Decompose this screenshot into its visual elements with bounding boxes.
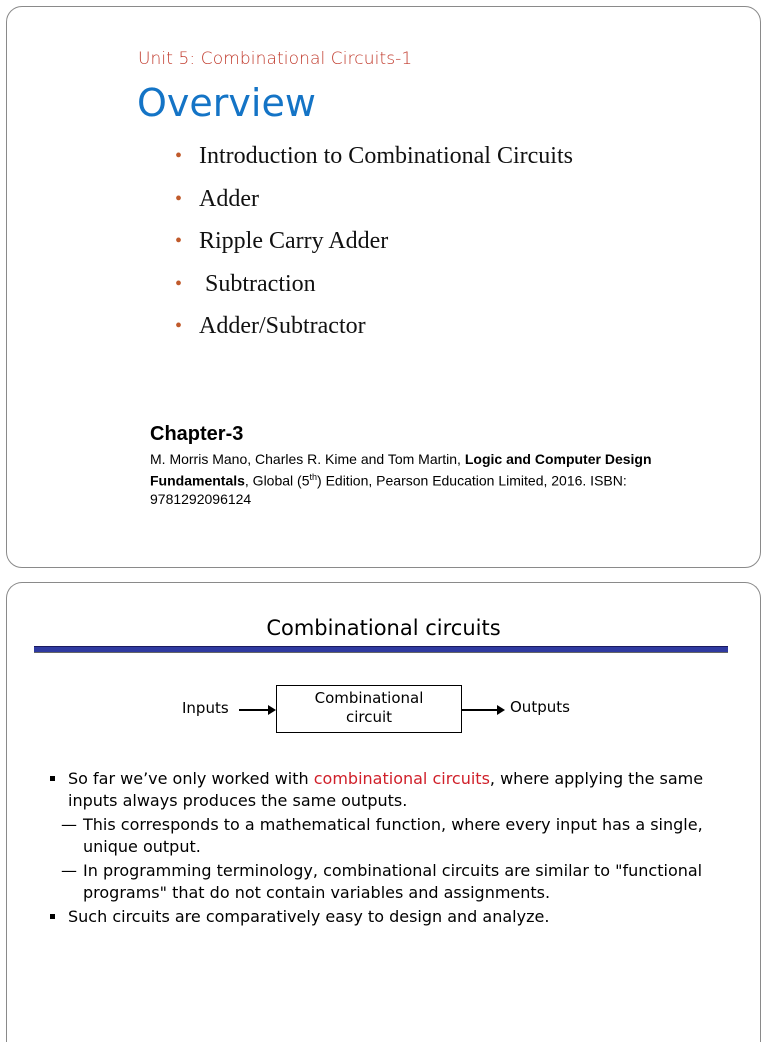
highlighted-term: combinational circuits	[313, 769, 490, 788]
list-item: • Adder/Subtractor	[175, 305, 573, 348]
square-bullet-icon	[50, 914, 55, 919]
topic-list	[175, 135, 573, 348]
list-item: • Adder	[175, 178, 573, 221]
outputs-label: Outputs	[510, 698, 570, 716]
book-title: Logic and Computer Design Fundamentals	[150, 451, 652, 489]
list-item: Such circuits are comparatively easy to design and analyze.	[61, 906, 741, 928]
bullet-icon: •	[175, 230, 183, 253]
chapter-label: Chapter-3	[150, 423, 244, 445]
dash-bullet-icon: —	[61, 861, 77, 880]
output-arrow-icon	[462, 703, 508, 717]
unit-title: Unit 5: Combinational Circuits-1	[138, 49, 413, 69]
slide-heading: Overview	[137, 81, 316, 125]
combinational-circuit-box: Combinational circuit	[276, 685, 462, 733]
bullet-icon: •	[175, 145, 183, 168]
dash-bullet-icon: —	[61, 815, 77, 834]
sub-list-item: — In programming terminology, combinational circuits are similar to "functional programs" that do not contain variables and assignments.	[61, 861, 703, 902]
list-item: • Introduction to Combinational Circuits	[175, 135, 573, 178]
square-bullet-icon	[50, 776, 55, 781]
bullet-icon: •	[175, 315, 183, 338]
input-arrow-icon	[239, 703, 277, 717]
sub-list-item: — This corresponds to a mathematical function, where every input has a single, unique output.	[61, 815, 703, 856]
bullet-icon: •	[175, 272, 183, 295]
block-diagram	[7, 677, 762, 747]
explanation-list	[61, 768, 741, 930]
list-item: • Subtraction	[175, 263, 573, 306]
list-item: • Ripple Carry Adder	[175, 220, 573, 263]
book-citation: M. Morris Mano, Charles R. Kime and Tom Martin, Logic and Computer Design Fundamentals, Global (5th) Edition, Pearson Education Limited, 2016. ISBN: 9781292096124	[150, 451, 652, 507]
slide-title: Combinational circuits	[266, 616, 501, 640]
bullet-icon: •	[175, 187, 183, 210]
slide-overview	[6, 6, 761, 568]
inputs-label: Inputs	[182, 699, 229, 717]
list-item: So far we’ve only worked with combinational circuits, where applying the same inputs always produces the same outputs. — This corresponds to a mathematical function, where every input has a single, unique output. — In programming terminology, combinational circuits are similar to "functional programs" that do not contain variables and assignments.	[61, 768, 741, 904]
slide-combinational-circuits	[6, 582, 761, 1042]
title-divider	[34, 646, 728, 653]
